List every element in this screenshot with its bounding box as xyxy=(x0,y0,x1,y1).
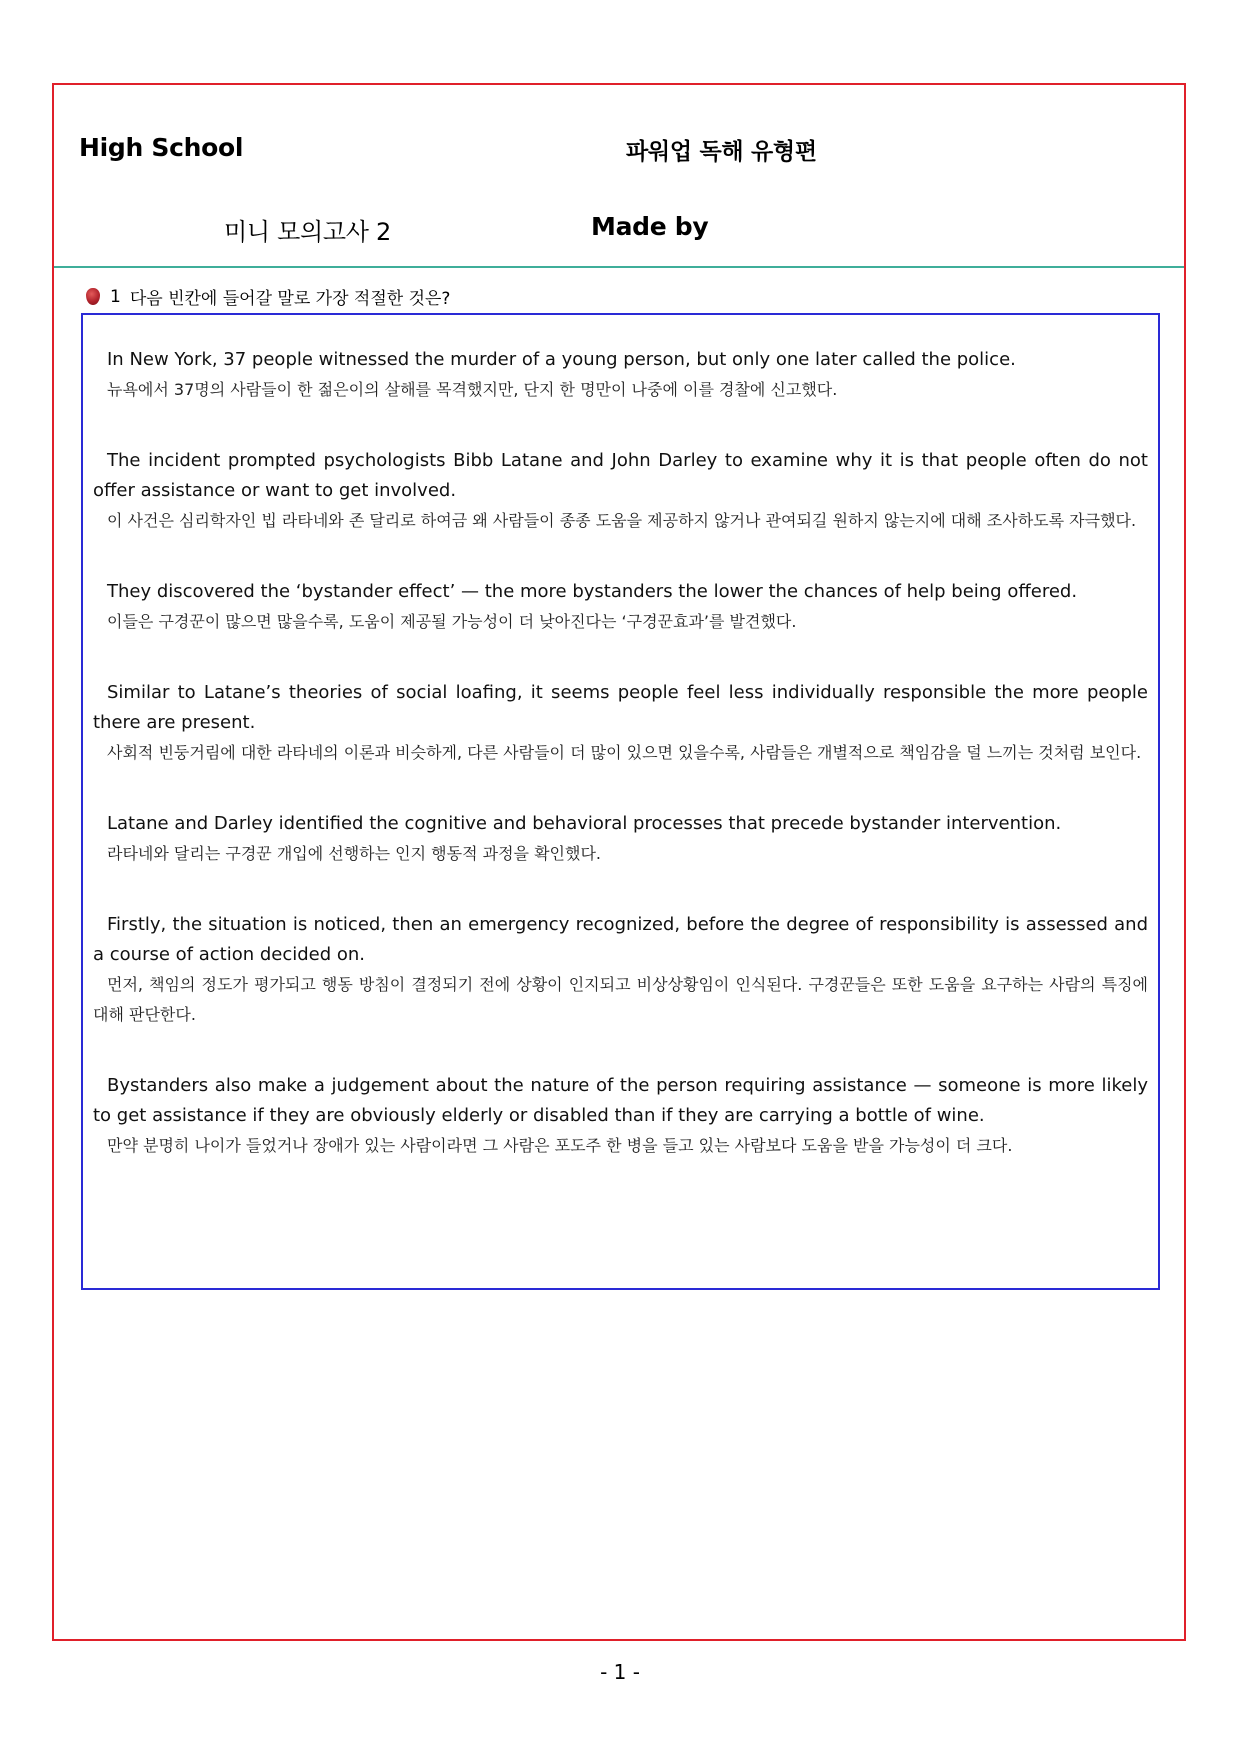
test-title: 미니 모의고사 2 xyxy=(224,218,391,246)
passage-paragraph xyxy=(93,809,1148,869)
passage-paragraph xyxy=(93,1071,1148,1161)
passage-paragraph xyxy=(93,345,1148,405)
english-sentence: Similar to Latane’s theories of social loafing, it seems people feel less individually responsible the more people there are present. xyxy=(93,682,1148,733)
korean-translation: 라타네와 달리는 구경꾼 개입에 선행하는 인지 행동적 과정을 확인했다. xyxy=(107,844,601,863)
english-sentence: The incident prompted psychologists Bibb Latane and John Darley to examine why it is that people often do not offer assistance or want to get involved. xyxy=(93,450,1148,501)
korean-translation: 이들은 구경꾼이 많으면 많을수록, 도움이 제공될 가능성이 더 낮아진다는 ‘구경꾼효과’를 발견했다. xyxy=(107,612,797,631)
passage-paragraph xyxy=(93,577,1148,637)
question-heading xyxy=(86,284,450,309)
korean-translation: 만약 분명히 나이가 들었거나 장애가 있는 사람이라면 그 사람은 포도주 한 병을 들고 있는 사람보다 도움을 받을 가능성이 더 크다. xyxy=(107,1136,1013,1155)
passage-box xyxy=(81,313,1160,1290)
header-divider xyxy=(54,266,1184,268)
korean-translation: 먼저, 책임의 정도가 평가되고 행동 방침이 결정되기 전에 상황이 인지되고 비상상황임이 인식된다. 구경꾼들은 또한 도움을 요구하는 사람의 특징에 대해 판단한다. xyxy=(93,975,1148,1024)
series-title: 파워업 독해 유형편 xyxy=(626,139,817,165)
english-sentence: Latane and Darley identified the cognitive and behavioral processes that precede bystander intervention. xyxy=(107,813,1062,834)
korean-translation: 사회적 빈둥거림에 대한 라타네의 이론과 비슷하게, 다른 사람들이 더 많이 있으면 있을수록, 사람들은 개별적으로 책임감을 덜 느끼는 것처럼 보인다. xyxy=(107,743,1142,762)
strawberry-bullet-icon xyxy=(86,288,100,305)
question-prompt: 다음 빈칸에 들어갈 말로 가장 적절한 것은? xyxy=(129,289,451,309)
english-sentence: They discovered the ‘bystander effect’ — the more bystanders the lower the chances of help being offered. xyxy=(107,581,1078,602)
page-number: - 1 - xyxy=(600,1660,640,1684)
passage-paragraph xyxy=(93,910,1148,1030)
korean-translation: 뉴욕에서 37명의 사람들이 한 젊은이의 살해를 목격했지만, 단지 한 명만이 나중에 이를 경찰에 신고했다. xyxy=(107,380,838,399)
question-number: 1 xyxy=(110,286,121,307)
english-sentence: Firstly, the situation is noticed, then an emergency recognized, before the degree of responsibility is assessed and a course of action decided on. xyxy=(93,914,1148,965)
school-level-label: High School xyxy=(79,133,244,162)
korean-translation: 이 사건은 심리학자인 빕 라타네와 존 달리로 하여금 왜 사람들이 종종 도움을 제공하지 않거나 관여되길 원하지 않는지에 대해 조사하도록 자극했다. xyxy=(107,511,1137,530)
made-by-label: Made by xyxy=(591,212,709,241)
passage-paragraph xyxy=(93,678,1148,768)
passage-paragraph xyxy=(93,446,1148,536)
english-sentence: Bystanders also make a judgement about the nature of the person requiring assistance — someone is more likely to get assistance if they are obviously elderly or disabled than if they are carrying a bottle of wine. xyxy=(93,1075,1148,1126)
english-sentence: In New York, 37 people witnessed the murder of a young person, but only one later called the police. xyxy=(107,349,1016,370)
